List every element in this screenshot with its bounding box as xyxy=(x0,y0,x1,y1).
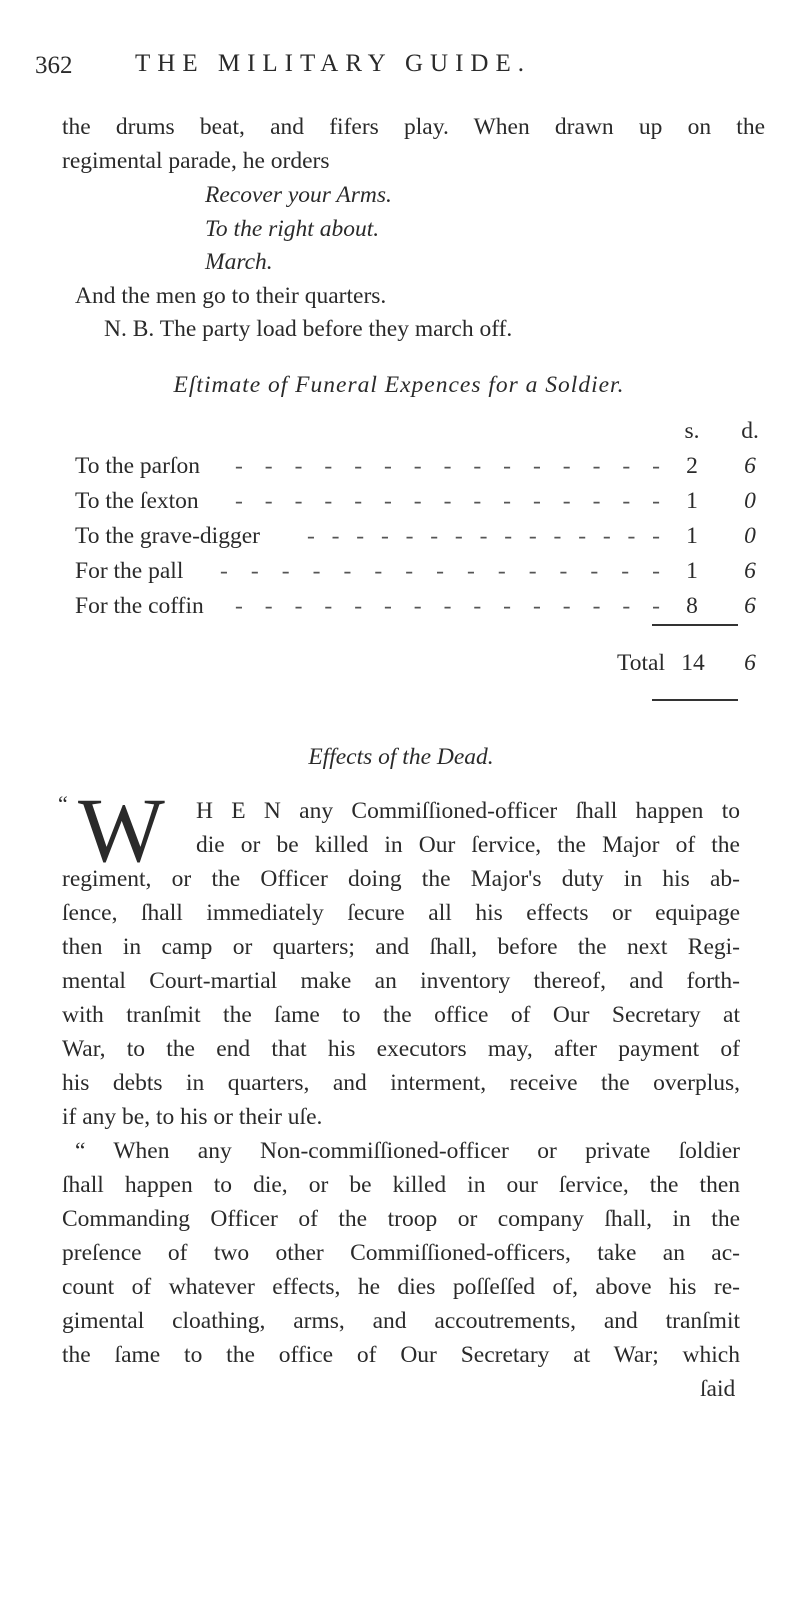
row-label: For the coffin xyxy=(75,593,204,619)
paragraph-line: Commanding Officer of the troop or company ſhall, in the xyxy=(62,1206,740,1232)
estimate-row xyxy=(75,451,765,481)
row-leader: - - - - - - - - - - - - - - - xyxy=(235,593,660,619)
text-line: N. B. The party load before they march off. xyxy=(104,316,513,342)
estimate-row xyxy=(75,486,765,516)
paragraph-line: with tranſmit the ſame to the office of Our Secretary at xyxy=(62,1002,740,1028)
paragraph-line: regiment, or the Officer doing the Major's duty in his ab- xyxy=(62,866,740,892)
row-pence: 0 xyxy=(744,523,756,549)
row-pence: 6 xyxy=(744,453,756,479)
row-shillings: 1 xyxy=(686,488,698,514)
text-line: regimental parade, he orders xyxy=(62,148,330,174)
paragraph-line: then in camp or quarters; and ſhall, before the next Regi- xyxy=(62,934,740,960)
estimate-row xyxy=(75,521,765,551)
row-leader: - - - - - - - - - - - - - - - xyxy=(220,558,660,584)
paragraph-line: his debts in quarters, and interment, receive the overplus, xyxy=(62,1070,740,1096)
row-shillings: 1 xyxy=(686,558,698,584)
estimate-total-row xyxy=(75,648,765,678)
row-leader: - - - - - - - - - - - - - - - xyxy=(235,453,660,479)
drop-cap: W xyxy=(78,779,165,881)
paragraph-line: die or be killed in Our ſervice, the Major of the xyxy=(196,832,740,858)
row-pence: 6 xyxy=(744,558,756,584)
section-title: Effects of the Dead. xyxy=(308,744,494,770)
estimate-row xyxy=(75,556,765,586)
row-leader: - - - - - - - - - - - - - - - xyxy=(235,488,660,514)
column-pence: d. xyxy=(741,418,759,444)
text-line: And the men go to their quarters. xyxy=(75,283,387,309)
row-pence: 0 xyxy=(744,488,756,514)
total-shillings: 14 xyxy=(681,650,705,676)
catchword: ſaid xyxy=(700,1376,736,1402)
paragraph-line: the ſame to the office of Our Secretary at War; which xyxy=(62,1342,740,1368)
total-rule xyxy=(652,699,738,701)
row-leader: - - - - - - - - - - - - - - - xyxy=(307,523,660,549)
command-line: Recover your Arms. xyxy=(205,182,392,208)
row-pence: 6 xyxy=(744,593,756,619)
row-label: To the parſon xyxy=(75,453,200,479)
row-label: To the grave-digger xyxy=(75,523,260,549)
row-shillings: 1 xyxy=(686,523,698,549)
row-label: To the ſexton xyxy=(75,488,199,514)
page-number: 362 xyxy=(35,52,73,79)
paragraph-line: count of whatever effects, he dies poſſeſſed of, above his re- xyxy=(62,1274,740,1300)
row-label: For the pall xyxy=(75,558,184,584)
column-shillings: s. xyxy=(684,418,700,444)
text-line: the drums beat, and fifers play. When drawn up on the xyxy=(62,114,765,140)
total-pence: 6 xyxy=(744,650,756,676)
paragraph-line: preſence of two other Commiſſioned-officers, take an ac- xyxy=(62,1240,740,1266)
paragraph-line: if any be, to his or their uſe. xyxy=(62,1104,323,1130)
command-line: March. xyxy=(205,249,273,275)
paragraph-line: ſhall happen to die, or be killed in our ſervice, the then xyxy=(62,1172,740,1198)
paragraph-line: ſence, ſhall immediately ſecure all his effects or equipage xyxy=(62,900,740,926)
paragraph-line: gimental cloathing, arms, and accoutrements, and tranſmit xyxy=(62,1308,740,1334)
estimate-title: Eſtimate of Funeral Expences for a Soldier. xyxy=(173,372,625,398)
command-line: To the right about. xyxy=(205,216,380,242)
paragraph-line: War, to the end that his executors may, after payment of xyxy=(62,1036,740,1062)
paragraph-line: “ When any Non-commiſſioned-officer or private ſoldier xyxy=(75,1138,740,1164)
row-shillings: 2 xyxy=(686,453,698,479)
opening-quote: “ xyxy=(58,791,68,816)
estimate-column-headers xyxy=(75,416,765,446)
estimate-row xyxy=(75,591,765,621)
row-shillings: 8 xyxy=(686,593,698,619)
sum-rule xyxy=(652,624,738,626)
paragraph-line: mental Court-martial make an inventory thereof, and forth- xyxy=(62,968,740,994)
running-title: THE MILITARY GUIDE. xyxy=(135,50,532,77)
total-label: Total xyxy=(617,650,665,676)
paragraph-line: H E N any Commiſſioned-officer ſhall happen to xyxy=(196,798,740,824)
